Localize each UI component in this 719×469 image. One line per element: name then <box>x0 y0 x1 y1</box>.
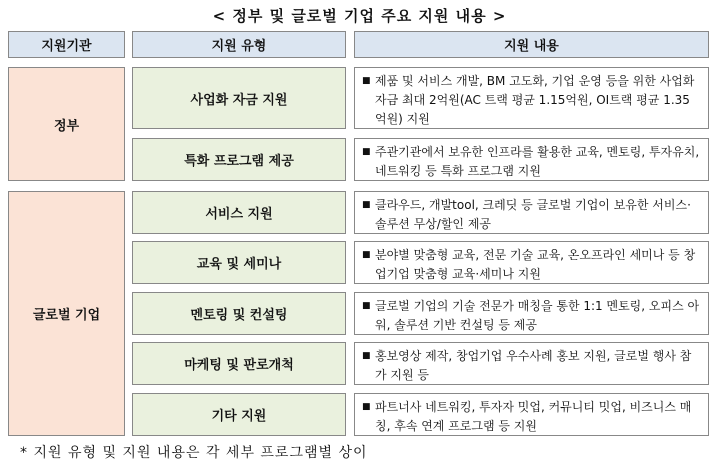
bullet-icon: ■ <box>362 76 371 86</box>
bullet-icon: ■ <box>362 250 371 260</box>
support-content-text: 주관기관에서 보유한 인프라를 활용한 교육, 멘토링, 투자유치, 네트워킹 등 특화 프로그램 지원 <box>375 145 700 178</box>
support-content-text: 글로벌 기업의 기술 전문가 매칭을 통한 1:1 멘토링, 오피스 아워, 솔루션 기반 컨설팅 등 제공 <box>375 299 700 332</box>
bullet-icon: ■ <box>362 147 371 157</box>
document-title: < 정부 및 글로벌 기업 주요 지원 내용 > <box>212 7 507 25</box>
group-government: 정부 <box>8 67 125 181</box>
group-global-company: 글로벌 기업 <box>8 191 125 436</box>
bullet-icon: ■ <box>362 200 371 210</box>
header-content: 지원 내용 <box>354 31 709 58</box>
support-content-text: 분야별 맞춤형 교육, 전문 기술 교육, 온오프라인 세미나 등 창업기업 맞춤형 교육·세미나 지원 <box>375 248 696 281</box>
support-type-cell: 멘토링 및 컨설팅 <box>132 292 346 335</box>
support-content-cell <box>354 393 709 436</box>
support-type-cell: 특화 프로그램 제공 <box>132 138 346 181</box>
bullet-icon: ■ <box>362 402 371 412</box>
support-type-cell: 교육 및 세미나 <box>132 241 346 284</box>
support-content-cell <box>354 241 709 284</box>
support-type-cell: 기타 지원 <box>132 393 346 436</box>
support-type-cell: 사업화 자금 지원 <box>132 67 346 129</box>
header-agency: 지원기관 <box>8 31 125 58</box>
header-type: 지원 유형 <box>132 31 346 58</box>
support-content-text: 클라우드, 개발tool, 크레딧 등 글로벌 기업이 보유한 서비스·솔루션 무상/할인 제공 <box>375 198 691 231</box>
support-content-cell <box>354 191 709 234</box>
bullet-icon: ■ <box>362 351 371 361</box>
support-type-cell: 마케팅 및 판로개척 <box>132 342 346 385</box>
support-type-cell: 서비스 지원 <box>132 191 346 234</box>
support-content-cell <box>354 342 709 385</box>
support-content-cell <box>354 67 709 129</box>
footnote: * 지원 유형 및 지원 내용은 각 세부 프로그램별 상이 <box>20 445 368 461</box>
support-content-cell <box>354 138 709 181</box>
support-content-cell <box>354 292 709 335</box>
support-content-text: 파트너사 네트워킹, 투자자 밋업, 커뮤니티 밋업, 비즈니스 매칭, 후속 연계 프로그램 등 지원 <box>375 400 692 433</box>
support-content-text: 제품 및 서비스 개발, BM 고도화, 기업 운영 등을 위한 사업화 자금 최대 2억원(AC 트랙 평균 1.15억원, OI트랙 평균 1.35억원) 지원 <box>375 74 695 126</box>
bullet-icon: ■ <box>362 301 371 311</box>
support-content-text: 홍보영상 제작, 창업기업 우수사례 홍보 지원, 글로벌 행사 참가 지원 등 <box>375 349 692 382</box>
